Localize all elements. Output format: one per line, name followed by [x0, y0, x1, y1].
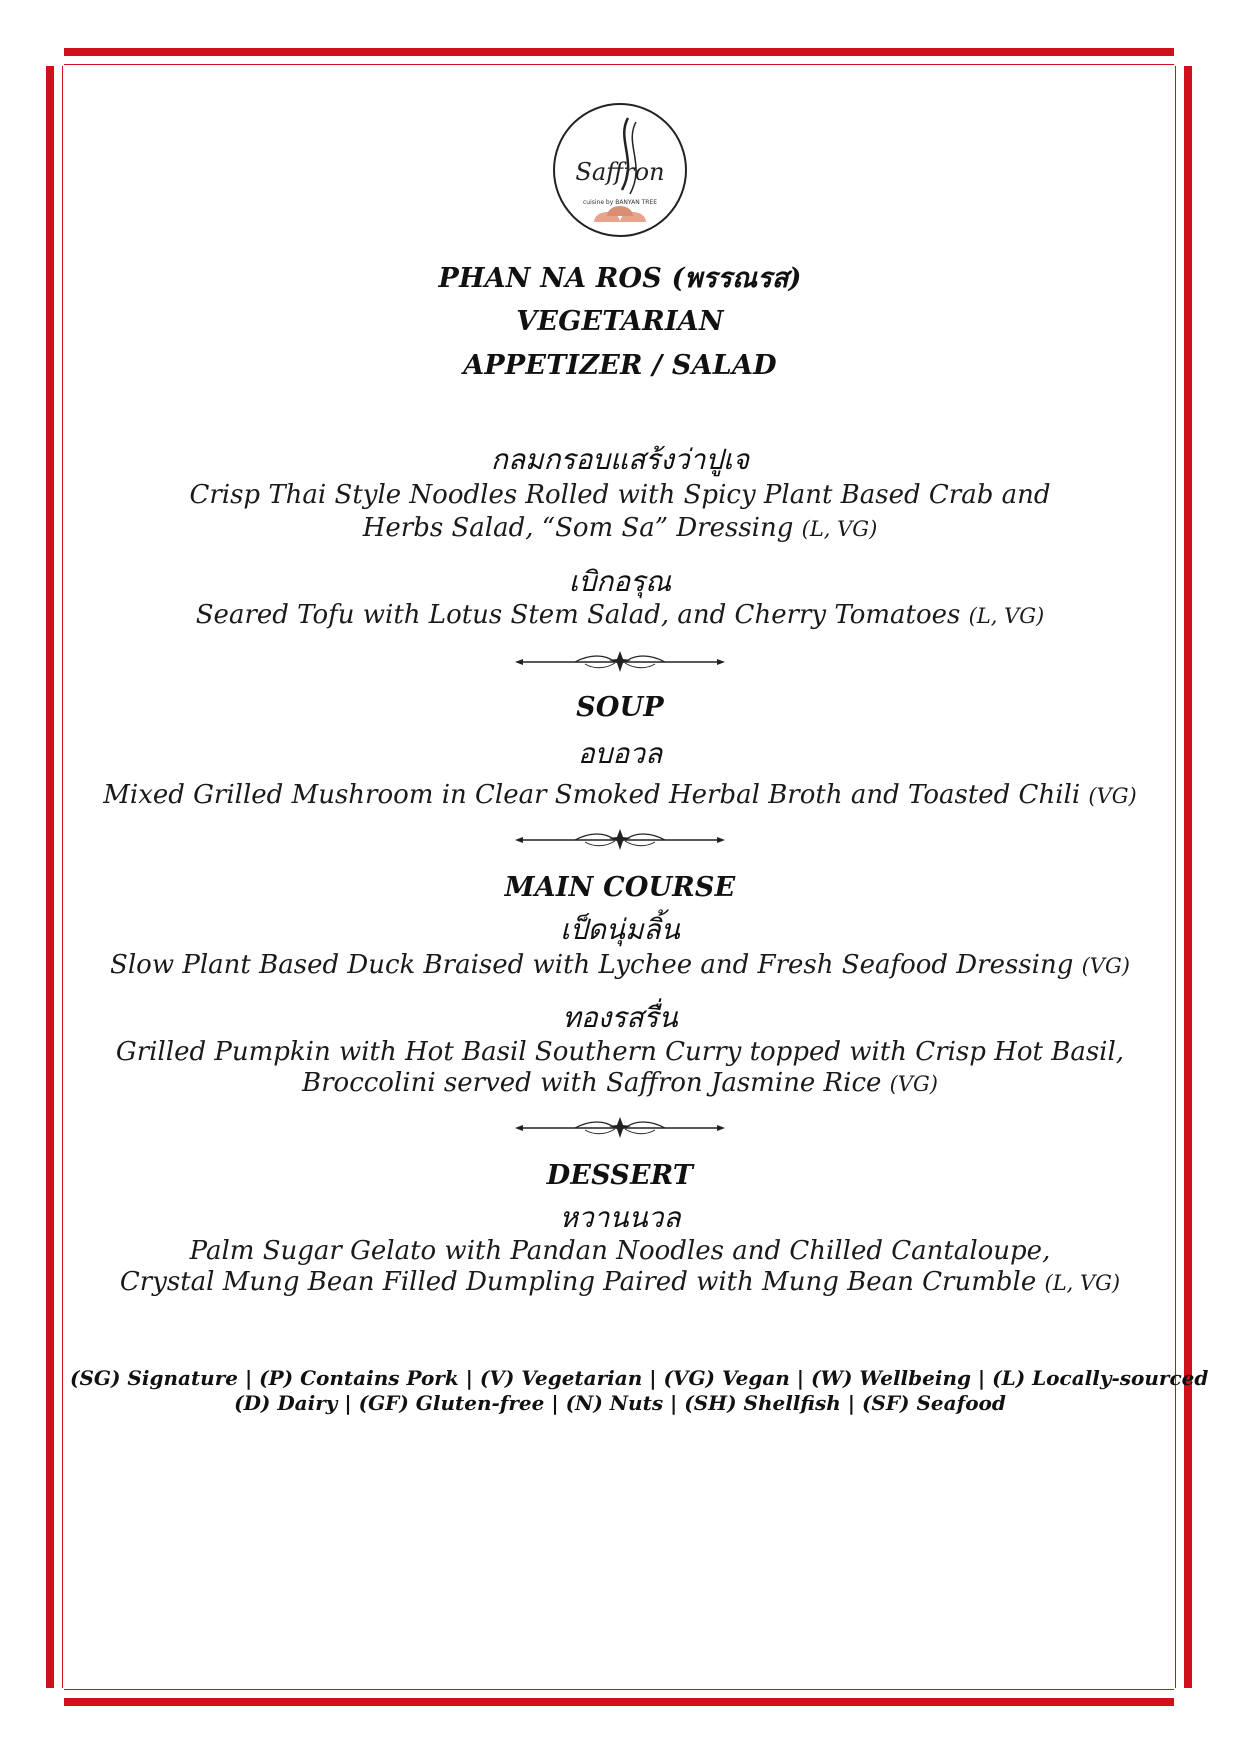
ornament-divider-icon — [515, 1116, 725, 1140]
logo-emblem-icon — [550, 100, 690, 240]
appetizer-1-description-line1: Crisp Thai Style Noodles Rolled with Spicy Plant Based Crab and — [189, 480, 1051, 510]
dietary-legend-line2: (D) Dairy | (GF) Gluten-free | (N) Nuts | (SH) Shellfish | (SF) Seafood — [234, 1391, 1006, 1415]
soup-heading: SOUP — [576, 692, 664, 723]
menu-type: VEGETARIAN — [516, 306, 724, 337]
main-2-thai-name: ทองรสรื่น — [562, 1001, 678, 1034]
main-2-description-line2: Broccolini served with Saffron Jasmine Rice (VG) — [302, 1068, 938, 1098]
dessert-1-description-line2: Crystal Mung Bean Filled Dumpling Paired with Mung Bean Crumble (L, VG) — [119, 1267, 1121, 1297]
ornament-divider-icon — [515, 828, 725, 852]
ornament-divider-icon — [515, 650, 725, 674]
menu-title — [70, 256, 1170, 299]
main-1-description: Slow Plant Based Duck Braised with Lychee and Fresh Seafood Dressing (VG) — [110, 950, 1130, 980]
frame-corner-tr — [1174, 44, 1196, 66]
appetizer-2-description: Seared Tofu with Lotus Stem Salad, and Cherry Tomatoes (L, VG) — [195, 600, 1045, 630]
appetizer-2-thai-name: เบิกอรุณ — [568, 565, 672, 598]
saffron-logo — [550, 100, 690, 240]
soup-1-thai-name: อบอวล — [577, 737, 663, 770]
main-course-heading: MAIN COURSE — [504, 872, 736, 903]
logo-subtitle: cuisine by BANYAN TREE — [582, 199, 658, 206]
dietary-tag: (L, VG) — [968, 604, 1045, 628]
dietary-tag: (VG) — [1081, 954, 1130, 978]
appetizer-heading: APPETIZER / SALAD — [463, 350, 777, 381]
frame-corner-br — [1174, 1688, 1196, 1710]
appetizer-1-description-line2: Herbs Salad, “Som Sa” Dressing (L, VG) — [362, 513, 878, 543]
dietary-tag: (L, VG) — [1044, 1271, 1121, 1295]
main-1-thai-name: เป็ดนุ่มลิ้น — [560, 913, 680, 946]
dietary-tag: (VG) — [1088, 784, 1137, 808]
main-2-description-line1: Grilled Pumpkin with Hot Basil Southern Curry topped with Crisp Hot Basil, — [115, 1037, 1125, 1067]
dietary-legend-line1: (SG) Signature | (P) Contains Pork | (V) Vegetarian | (VG) Vegan | (W) Wellbeing | (L) Locally-sourced — [70, 1366, 1209, 1390]
dessert-1-thai-name: หวานนวล — [559, 1201, 681, 1234]
dietary-tag: (VG) — [889, 1072, 938, 1096]
dessert-heading: DESSERT — [546, 1160, 694, 1191]
dietary-tag: (L, VG) — [801, 517, 878, 541]
menu-page — [70, 70, 1209, 1680]
soup-1-description: Mixed Grilled Mushroom in Clear Smoked Herbal Broth and Toasted Chili (VG) — [103, 780, 1137, 810]
menu-title-thai: (พรรณรส) — [671, 263, 802, 294]
frame-corner-bl — [42, 1688, 64, 1710]
frame-corner-tl — [42, 44, 64, 66]
menu-title-en: PHAN NA ROS — [438, 263, 662, 294]
dessert-1-description-line1: Palm Sugar Gelato with Pandan Noodles and Chilled Cantaloupe, — [189, 1236, 1051, 1266]
logo-wordmark: Saffron — [575, 158, 665, 186]
appetizer-1-thai-name: กลมกรอบแสร้งว่าปูเจ — [490, 443, 750, 476]
